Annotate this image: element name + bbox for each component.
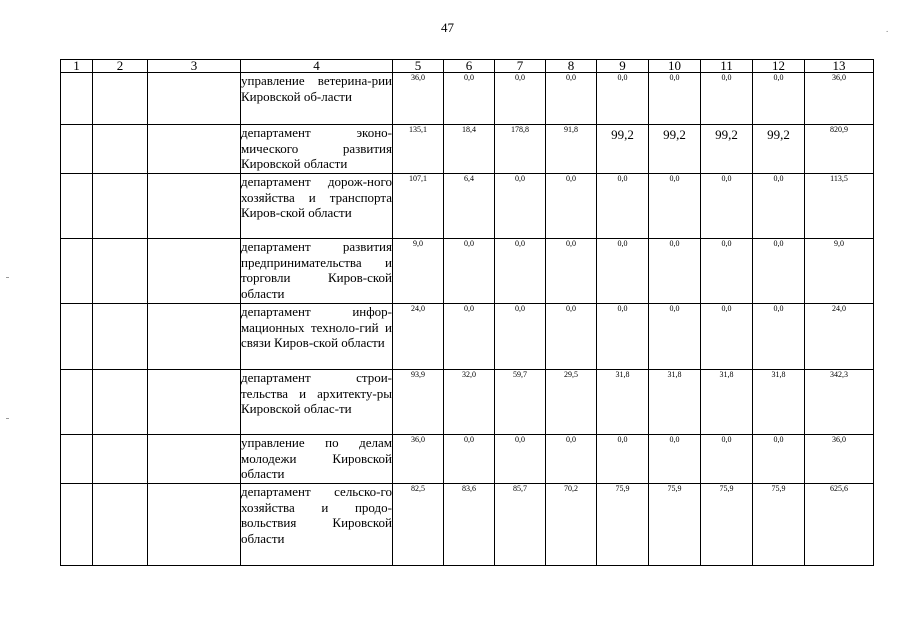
empty-cell xyxy=(93,484,148,566)
value-cell: 0,0 xyxy=(444,73,495,125)
value-cell: 0,0 xyxy=(701,435,753,484)
value-cell: 31,8 xyxy=(597,370,649,435)
table-row xyxy=(61,73,874,125)
value-cell: 135,1 xyxy=(393,125,444,174)
value-cell: 82,5 xyxy=(393,484,444,566)
value-cell: 6,4 xyxy=(444,174,495,239)
value-cell: 83,6 xyxy=(444,484,495,566)
value-cell: 0,0 xyxy=(753,73,805,125)
value-cell: 0,0 xyxy=(649,435,701,484)
value-cell: 36,0 xyxy=(393,435,444,484)
header-row xyxy=(61,60,874,73)
value-cell: 0,0 xyxy=(649,73,701,125)
empty-cell xyxy=(93,304,148,370)
value-cell: 0,0 xyxy=(649,304,701,370)
table-row xyxy=(61,304,874,370)
value-cell: 91,8 xyxy=(546,125,597,174)
empty-cell xyxy=(61,174,93,239)
value-cell: 93,9 xyxy=(393,370,444,435)
value-cell: 0,0 xyxy=(753,174,805,239)
value-cell: 70,2 xyxy=(546,484,597,566)
value-cell: 99,2 xyxy=(701,125,753,174)
value-cell: 178,8 xyxy=(495,125,546,174)
empty-cell xyxy=(148,484,241,566)
value-cell: 0,0 xyxy=(444,435,495,484)
value-cell: 0,0 xyxy=(701,73,753,125)
value-cell: 0,0 xyxy=(701,304,753,370)
empty-cell xyxy=(93,435,148,484)
corner-mark: . xyxy=(886,24,889,34)
value-cell: 0,0 xyxy=(753,304,805,370)
column-header: 9 xyxy=(597,60,649,73)
empty-cell xyxy=(93,174,148,239)
value-cell: 85,7 xyxy=(495,484,546,566)
value-cell: 36,0 xyxy=(393,73,444,125)
value-cell: 36,0 xyxy=(805,73,874,125)
value-cell: 29,5 xyxy=(546,370,597,435)
value-cell: 99,2 xyxy=(597,125,649,174)
edge-tick xyxy=(6,277,9,278)
empty-cell xyxy=(93,370,148,435)
column-header: 8 xyxy=(546,60,597,73)
empty-cell xyxy=(61,239,93,304)
value-cell: 9,0 xyxy=(393,239,444,304)
column-header: 13 xyxy=(805,60,874,73)
value-cell: 24,0 xyxy=(805,304,874,370)
table-row xyxy=(61,239,874,304)
value-cell: 0,0 xyxy=(649,174,701,239)
table-row xyxy=(61,174,874,239)
column-header: 5 xyxy=(393,60,444,73)
value-cell: 0,0 xyxy=(597,304,649,370)
value-cell: 0,0 xyxy=(701,239,753,304)
value-cell: 107,1 xyxy=(393,174,444,239)
empty-cell xyxy=(148,370,241,435)
value-cell: 31,8 xyxy=(753,370,805,435)
agency-name-cell: департамент развития предпринимательства и торговли Киров-ской области xyxy=(241,239,393,304)
empty-cell xyxy=(61,73,93,125)
value-cell: 18,4 xyxy=(444,125,495,174)
value-cell: 99,2 xyxy=(649,125,701,174)
value-cell: 32,0 xyxy=(444,370,495,435)
value-cell: 9,0 xyxy=(805,239,874,304)
column-header: 3 xyxy=(148,60,241,73)
value-cell: 0,0 xyxy=(546,304,597,370)
empty-cell xyxy=(61,435,93,484)
value-cell: 625,6 xyxy=(805,484,874,566)
table-row xyxy=(61,484,874,566)
column-header: 4 xyxy=(241,60,393,73)
value-cell: 0,0 xyxy=(546,73,597,125)
column-header: 2 xyxy=(93,60,148,73)
column-header: 7 xyxy=(495,60,546,73)
table-row xyxy=(61,370,874,435)
agency-name-cell: департамент сельско-го хозяйства и продо-вольствия Кировской области xyxy=(241,484,393,566)
agency-name-cell: управление ветерина-рии Кировской об-ласти xyxy=(241,73,393,125)
value-cell: 0,0 xyxy=(546,239,597,304)
empty-cell xyxy=(148,125,241,174)
value-cell: 342,3 xyxy=(805,370,874,435)
empty-cell xyxy=(61,304,93,370)
value-cell: 31,8 xyxy=(649,370,701,435)
table-row xyxy=(61,435,874,484)
value-cell: 0,0 xyxy=(495,435,546,484)
value-cell: 0,0 xyxy=(444,239,495,304)
value-cell: 24,0 xyxy=(393,304,444,370)
edge-tick xyxy=(6,418,9,419)
value-cell: 75,9 xyxy=(701,484,753,566)
empty-cell xyxy=(61,484,93,566)
budget-table xyxy=(60,59,874,566)
column-header: 12 xyxy=(753,60,805,73)
value-cell: 0,0 xyxy=(597,435,649,484)
value-cell: 0,0 xyxy=(597,174,649,239)
column-header: 6 xyxy=(444,60,495,73)
value-cell: 0,0 xyxy=(597,239,649,304)
value-cell: 75,9 xyxy=(597,484,649,566)
value-cell: 0,0 xyxy=(649,239,701,304)
empty-cell xyxy=(148,435,241,484)
value-cell: 0,0 xyxy=(701,174,753,239)
empty-cell xyxy=(93,239,148,304)
agency-name-cell: департамент строи-тельства и архитекту-ры Кировской облас-ти xyxy=(241,370,393,435)
agency-name-cell: департамент дорож-ного хозяйства и транспорта Киров-ской области xyxy=(241,174,393,239)
agency-name-cell: департамент эконо-мического развития Кировской области xyxy=(241,125,393,174)
empty-cell xyxy=(93,73,148,125)
empty-cell xyxy=(61,370,93,435)
value-cell: 59,7 xyxy=(495,370,546,435)
value-cell: 0,0 xyxy=(495,304,546,370)
empty-cell xyxy=(148,73,241,125)
value-cell: 0,0 xyxy=(753,239,805,304)
value-cell: 99,2 xyxy=(753,125,805,174)
column-header: 11 xyxy=(701,60,753,73)
value-cell: 75,9 xyxy=(649,484,701,566)
value-cell: 0,0 xyxy=(546,174,597,239)
value-cell: 0,0 xyxy=(495,174,546,239)
agency-name-cell: управление по делам молодежи Кировской области xyxy=(241,435,393,484)
page-number: 47 xyxy=(441,20,454,35)
value-cell: 0,0 xyxy=(753,435,805,484)
value-cell: 820,9 xyxy=(805,125,874,174)
empty-cell xyxy=(61,125,93,174)
value-cell: 113,5 xyxy=(805,174,874,239)
value-cell: 75,9 xyxy=(753,484,805,566)
value-cell: 31,8 xyxy=(701,370,753,435)
empty-cell xyxy=(93,125,148,174)
column-header: 10 xyxy=(649,60,701,73)
value-cell: 0,0 xyxy=(597,73,649,125)
table-row xyxy=(61,125,874,174)
empty-cell xyxy=(148,174,241,239)
column-header: 1 xyxy=(61,60,93,73)
agency-name-cell: департамент инфор-мационных техноло-гий и связи Киров-ской области xyxy=(241,304,393,370)
empty-cell xyxy=(148,239,241,304)
value-cell: 0,0 xyxy=(495,73,546,125)
value-cell: 0,0 xyxy=(546,435,597,484)
value-cell: 0,0 xyxy=(444,304,495,370)
value-cell: 36,0 xyxy=(805,435,874,484)
empty-cell xyxy=(148,304,241,370)
value-cell: 0,0 xyxy=(495,239,546,304)
